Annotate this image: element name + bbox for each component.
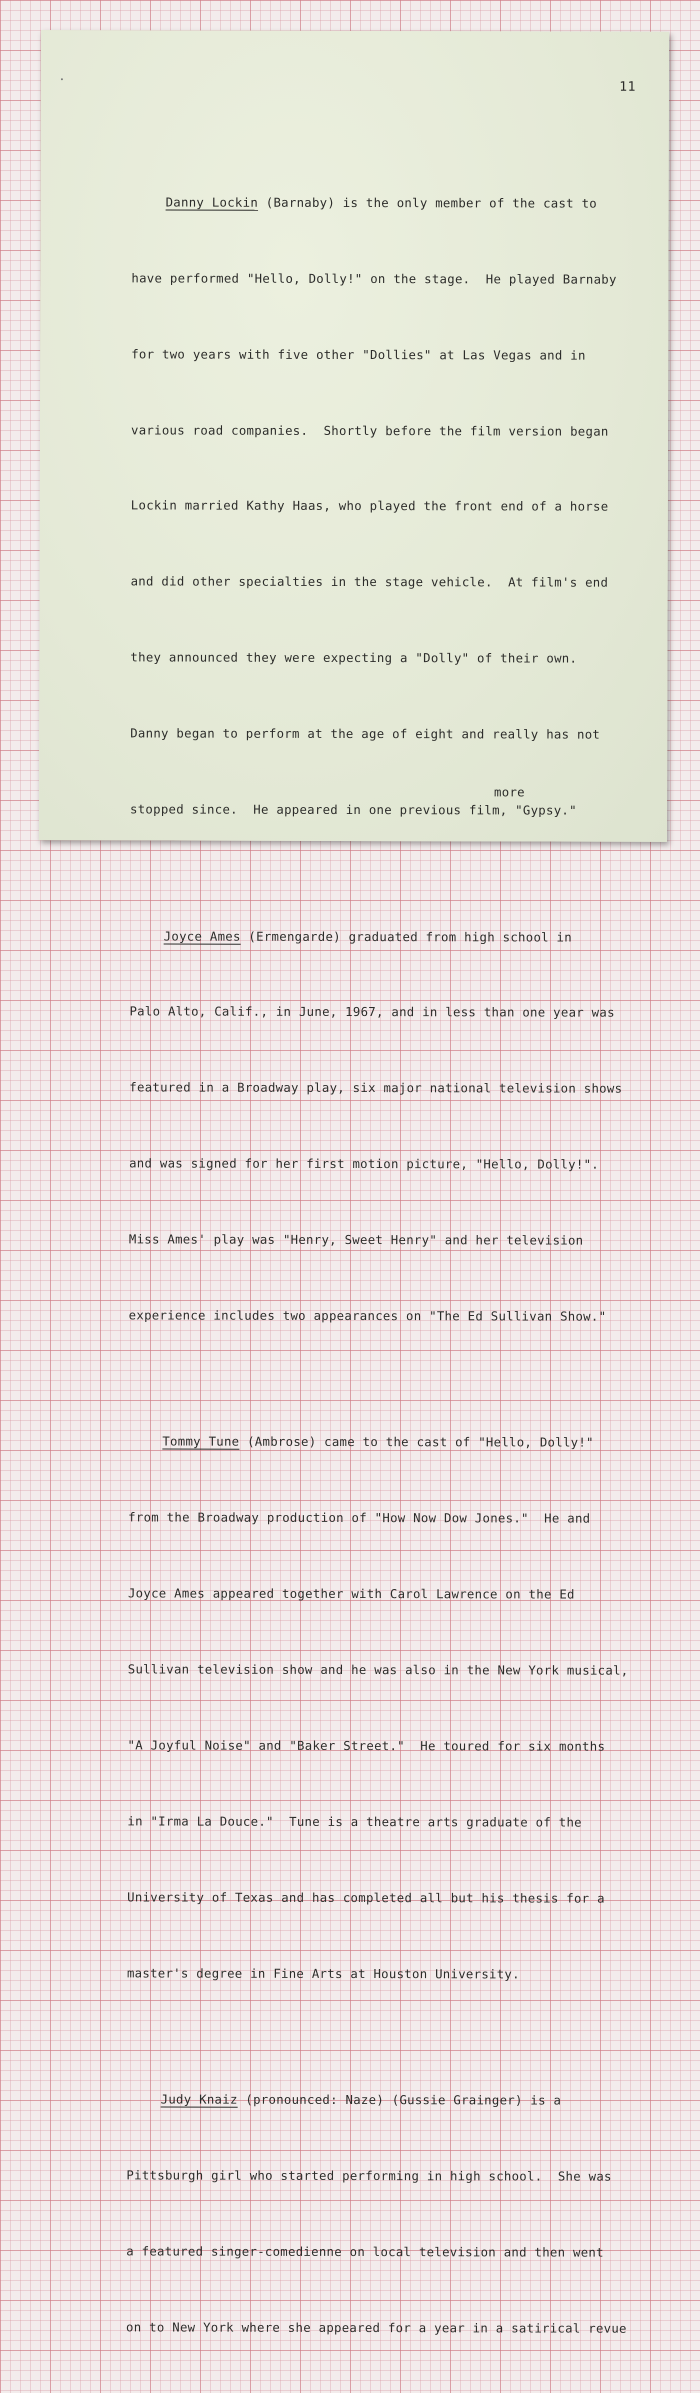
text-line: and did other specialties in the stage vehicle. At film's end <box>130 574 609 591</box>
paragraph-first-line <box>128 1430 648 1457</box>
text-line: various road companies. Shortly before the film version began <box>130 422 609 439</box>
text-line: (Ambrose) came to the cast of "Hello, Dolly!" <box>239 1435 594 1451</box>
paragraph-first-line <box>132 190 652 217</box>
cast-member-name: Joyce Ames <box>163 929 241 944</box>
text-line: for two years with five other "Dollies" at Las Vegas and in <box>131 347 586 363</box>
text-line: Joyce Ames appeared together with Carol Lawrence on the Ed <box>127 1586 575 1602</box>
text-line: Lockin married Kathy Haas, who played the front end of a horse <box>130 498 609 515</box>
text-line: stopped since. He appeared in one previous film, "Gypsy." <box>130 802 577 818</box>
text-line: from the Broadway production of "How Now Dow Jones." He and <box>128 1510 591 1526</box>
text-line: (Ermengarde) graduated from high school in <box>240 929 573 945</box>
page-number: 11 <box>619 79 636 95</box>
text-line: have performed "Hello, Dolly!" on the stage. He played Barnaby <box>131 271 617 287</box>
text-line: Palo Alto, Calif., in June, 1967, and in less than one year was <box>129 1004 615 1021</box>
text-line: Pittsburgh girl who started performing in high school. She was <box>126 2168 612 2184</box>
continuation-marker: more <box>494 785 525 800</box>
text-line: experience includes two appearances on "The Ed Sullivan Show." <box>128 1308 607 1324</box>
text-line: and was signed for her first motion picture, "Hello, Dolly!". <box>129 1156 600 1172</box>
text-line: Sullivan television show and he was also in the New York musical, <box>127 1662 629 1678</box>
paper-speck <box>61 78 63 80</box>
text-line: (pronounced: Naze) (Gussie Grainger) is a <box>237 2092 562 2108</box>
text-line: a featured singer-comedienne on local television and then went <box>126 2244 604 2260</box>
text-line: Danny began to perform at the age of eight and really has not <box>130 726 601 742</box>
cast-member-name: Tommy Tune <box>162 1434 240 1450</box>
cast-member-name: Judy Knaiz <box>160 2092 238 2107</box>
text-line: (Barnaby) is the only member of the cast to <box>258 195 598 211</box>
cast-member-name: Danny Lockin <box>165 195 259 210</box>
text-line: they announced they were expecting a "Dolly" of their own. <box>130 650 578 666</box>
paragraph-first-line <box>130 924 650 951</box>
text-line: "A Joyful Noise" and "Baker Street." He toured for six months <box>127 1738 606 1754</box>
body-text <box>126 114 652 2392</box>
typed-page <box>39 30 669 2336</box>
text-line: master's degree in Fine Arts at Houston University. <box>126 1966 520 1982</box>
text-line: University of Texas and has completed all but his thesis for a <box>127 1890 605 1906</box>
text-line: on to New York where she appeared for a year in a satirical revue <box>126 2320 627 2336</box>
text-line: in "Irma La Douce." Tune is a theatre arts graduate of the <box>127 1814 582 1830</box>
text-line: Miss Ames' play was "Henry, Sweet Henry" and her television <box>128 1232 584 1248</box>
paragraph-first-line <box>127 2088 647 2115</box>
text-line: featured in a Broadway play, six major national television shows <box>129 1080 623 1096</box>
